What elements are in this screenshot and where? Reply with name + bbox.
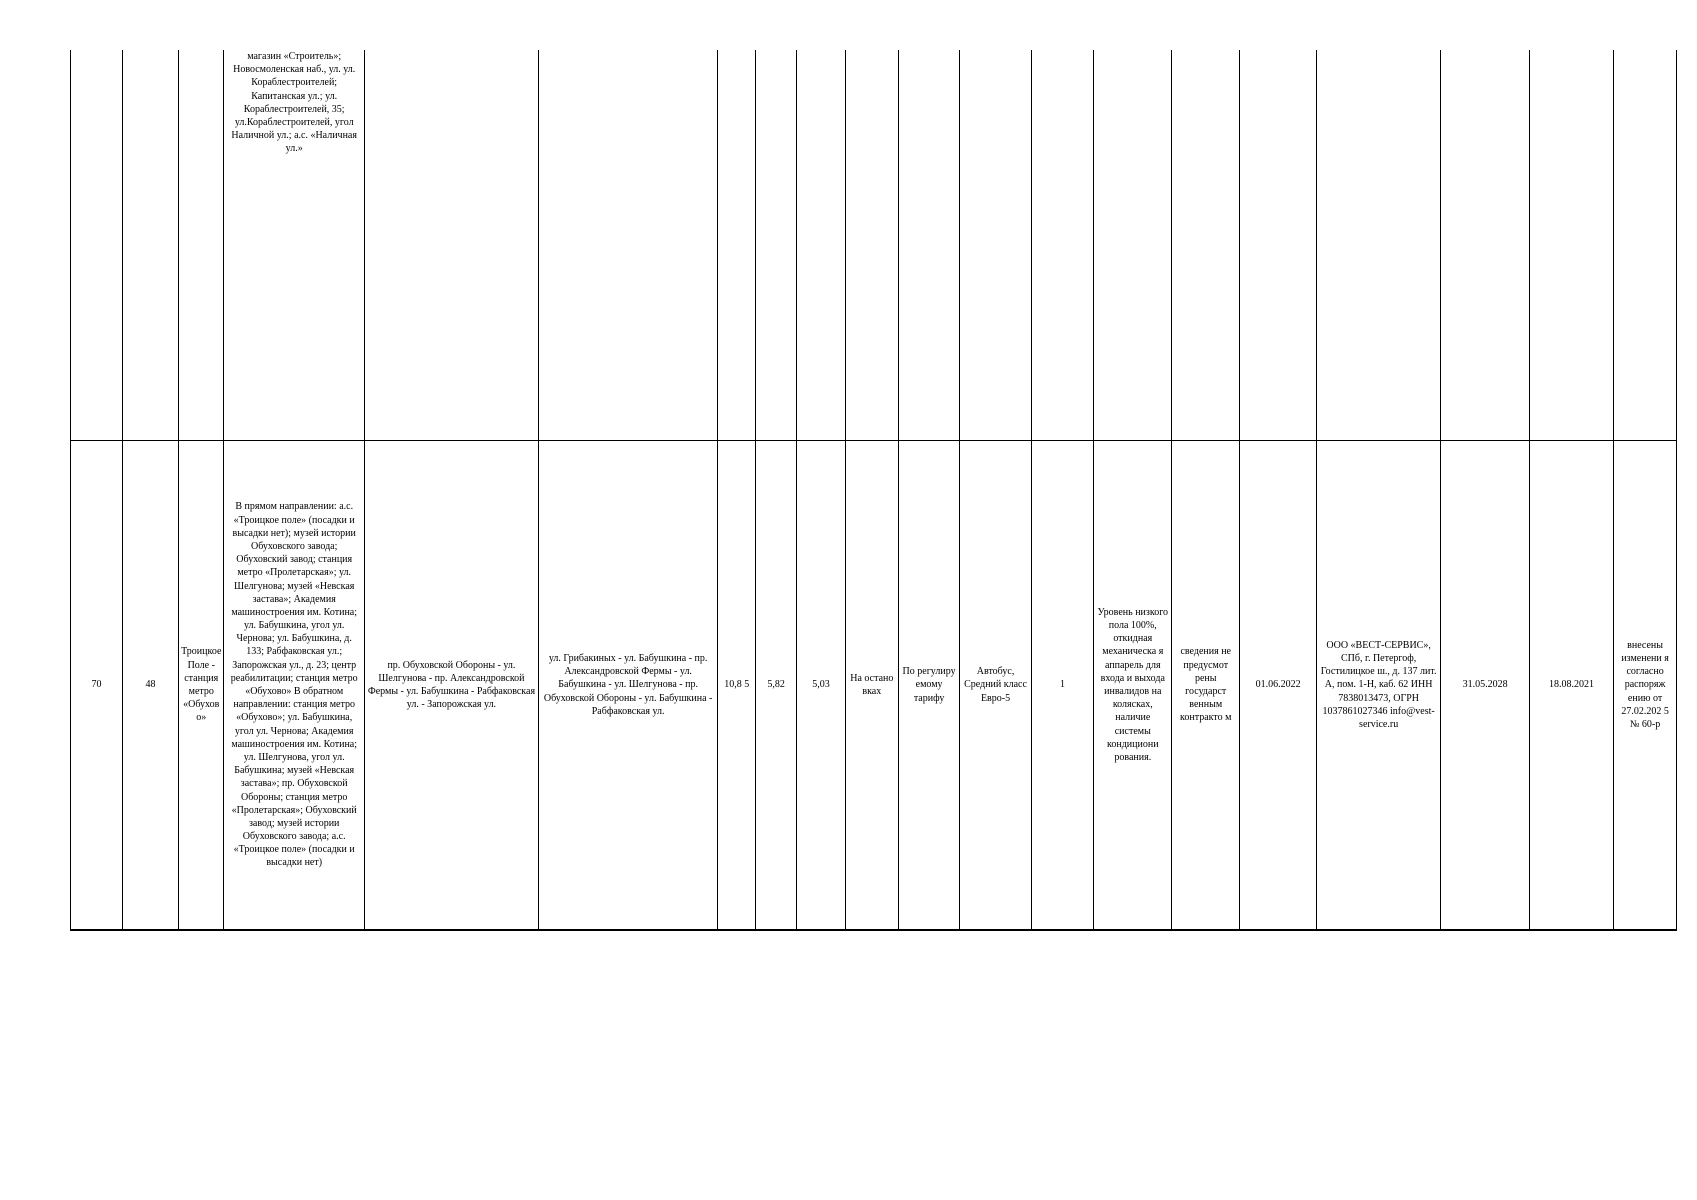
cell-vehicle-count (1031, 50, 1094, 441)
cell-start-date (1240, 50, 1317, 441)
cell-streets-back (538, 50, 717, 441)
cell-features: Уровень низкого пола 100%, откидная механическа я аппарель для входа и выхода инвалидов на колясках, наличие системы кондициони рования. (1094, 441, 1172, 931)
cell-changed-date: 18.08.2021 (1529, 441, 1613, 931)
cell-note: внесены изменени я согласно распоряж ению от 27.02.202 5 № 60-р (1614, 441, 1677, 931)
cell-contract (1172, 50, 1240, 441)
cell-vehicle (960, 50, 1031, 441)
cell-changed-date (1529, 50, 1613, 441)
cell-reg-no: 70 (71, 441, 123, 931)
cell-tariff (898, 50, 960, 441)
cell-stops: В прямом направлении: а.с. «Троицкое поле» (посадки и высадки нет); музей истории Обуховского завода; Обуховский завод; станция метро «Пролетарская»; ул. Шелгунова; музей «Невская застава»; Академия машиностроения им. Котина; ул. Бабушкина, угол ул. Чернова; ул. Бабушкина, д. 133; Рабфаковская ул.; Запорожская ул., д. 23; центр реабилитации; станция метро «Обухово» В обратном направлении: станция метро «Обухово»; ул. Бабушкина, угол ул. Чернова; Академия машиностроения им. Котина; ул. Шелгунова, угол ул. Бабушкина; музей «Невская застава»; пр. Обуховской Обороны; станция метро «Пролетарская»; Обуховский завод; музей истории Обуховского завода; а.с. «Троицкое поле» (посадки и высадки нет) (224, 441, 364, 931)
cell-end-date (1441, 50, 1530, 441)
cell-length-back (797, 50, 846, 441)
cell-end-date: 31.05.2028 (1441, 441, 1530, 931)
cell-tariff: По регулиру емому тарифу (898, 441, 960, 931)
cell-vehicle: Автобус, Средний класс Евро-5 (960, 441, 1031, 931)
cell-length-forward: 5,82 (756, 441, 797, 931)
cell-stop-mode: На остано вках (845, 441, 898, 931)
cell-stop-mode (845, 50, 898, 441)
cell-note (1614, 50, 1677, 441)
table-row (71, 441, 1677, 931)
cell-streets-back: ул. Грибакиных - ул. Бабушкина - пр. Александровской Фермы - ул. Бабушкина - ул. Шелгунова - пр. Обуховской Обороны - ул. Бабушкина - Рабфаковская ул. (538, 441, 717, 931)
cell-length-forward (756, 50, 797, 441)
cell-length-total: 10,8 5 (718, 441, 756, 931)
table-row (71, 50, 1677, 441)
cell-carrier (1316, 50, 1440, 441)
cell-features (1094, 50, 1172, 441)
cell-route-no (122, 50, 178, 441)
cell-vehicle-count: 1 (1031, 441, 1094, 931)
cell-length-back: 5,03 (797, 441, 846, 931)
cell-route-no: 48 (122, 441, 178, 931)
cell-stops: магазин «Строитель»; Новосмоленская наб., ул. ул. Кораблестроителей; Капитанская ул.; ул. Кораблестроителей, 35; ул.Кораблестроителей, угол Наличной ул.; а.с. «Наличная ул.» (224, 50, 364, 441)
cell-start-date: 01.06.2022 (1240, 441, 1317, 931)
cell-route-name (179, 50, 224, 441)
cell-streets-forward: пр. Обуховской Обороны - ул. Шелгунова - пр. Александровской Фермы - ул. Бабушкина - Рабфаковская ул. - Запорожская ул. (364, 441, 538, 931)
cell-carrier: ООО «ВЕСТ-СЕРВИС», СПб, г. Петергоф, Гостилицкое ш., д. 137 лит. А, пом. 1-Н, каб. 62 ИНН 7838013473, ОГРН 1037861027346 info@vest-service.ru (1316, 441, 1440, 931)
cell-contract: сведения не предусмот рены государст венным контракто м (1172, 441, 1240, 931)
cell-streets-forward (364, 50, 538, 441)
cell-reg-no (71, 50, 123, 441)
cell-route-name: Троицкое Поле - станция метро «Обухово» (179, 441, 224, 931)
route-registry-table (70, 50, 1677, 931)
cell-length-total (718, 50, 756, 441)
